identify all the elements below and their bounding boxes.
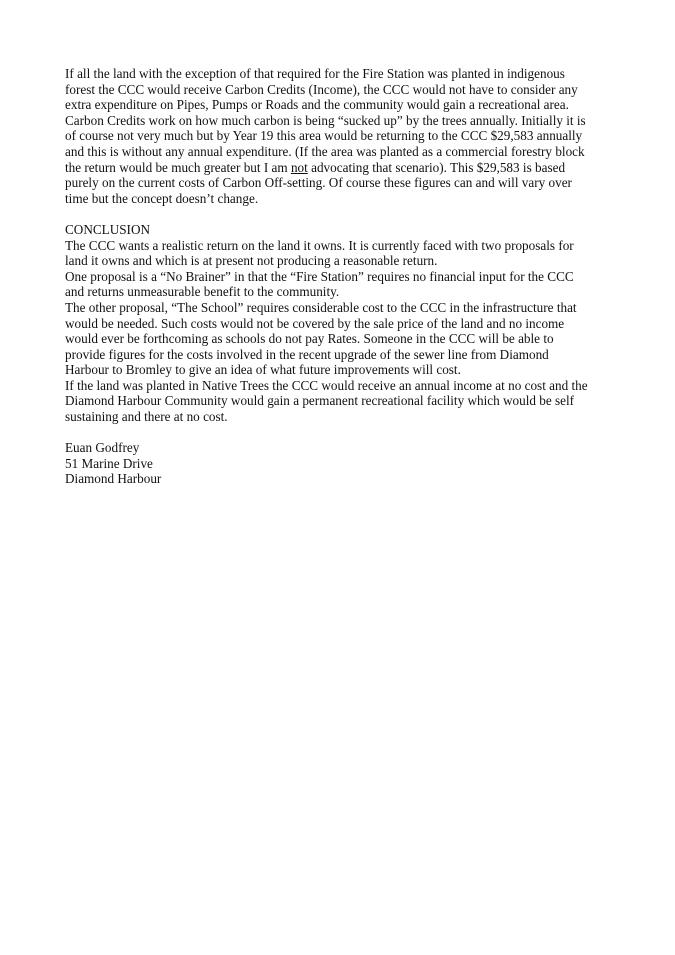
- signature-address-line-1: 51 Marine Drive: [65, 455, 153, 471]
- conclusion-paragraph-3: The other proposal, “The School” requires considerable cost to the CCC in the infrastructure that would be needed. Such costs would not be covered by the sale price of the land and no income would ever be forthcoming as schools do not pay Rates. Someone in the CCC will be able to provide figures for the costs involved in the recent upgrade of the sewer line from Diamond Harbour to Bromley to give an idea of what future improvements will cost.: [65, 299, 577, 378]
- paragraph-gap: [65, 425, 617, 441]
- letter-body: [65, 66, 617, 487]
- intro-text-after: advocating that scenario). This $29,583 is based purely on the current costs of Carbon Off-setting. Of course these figures can and will vary over time but the concept doesn’t change.: [65, 159, 572, 206]
- intro-paragraph: [65, 66, 617, 206]
- conclusion-paragraph-1: The CCC wants a realistic return on the land it owns. It is currently faced with two proposals for land it owns and which is at present not producing a reasonable return.: [65, 237, 574, 269]
- underlined-word: not: [290, 159, 308, 175]
- signature-block: [65, 440, 617, 487]
- conclusion-paragraph-2: One proposal is a “No Brainer” in that the “Fire Station” requires no financial input for the CCC and returns unmeasurable benefit to the community.: [65, 268, 574, 300]
- conclusion-heading: CONCLUSION: [65, 221, 150, 237]
- conclusion-paragraph-4: If the land was planted in Native Trees the CCC would receive an annual income at no cost and the Diamond Harbour Community would gain a permanent recreational facility which would be self sustaining and there at no cost.: [65, 377, 588, 425]
- signature-name: Euan Godfrey: [65, 440, 140, 456]
- paragraph-gap: [65, 206, 617, 222]
- intro-text-before: If all the land with the exception of that required for the Fire Station was planted in indigenous forest the CCC would receive Carbon Credits (Income), the CCC would not have to consider any extra expenditure on Pipes, Pumps or Roads and the community would gain a recreational area. Carbon Credits work on how much carbon is being “sucked up” by the trees annually. Initially it is of course not very much but by Year 19 this area would be returning to the CCC $29,583 annually and this is without any annual expenditure. (If the area was planted as a commercial forestry block the return would be much greater but I am: [65, 66, 586, 175]
- signature-address-line-2: Diamond Harbour: [65, 471, 162, 487]
